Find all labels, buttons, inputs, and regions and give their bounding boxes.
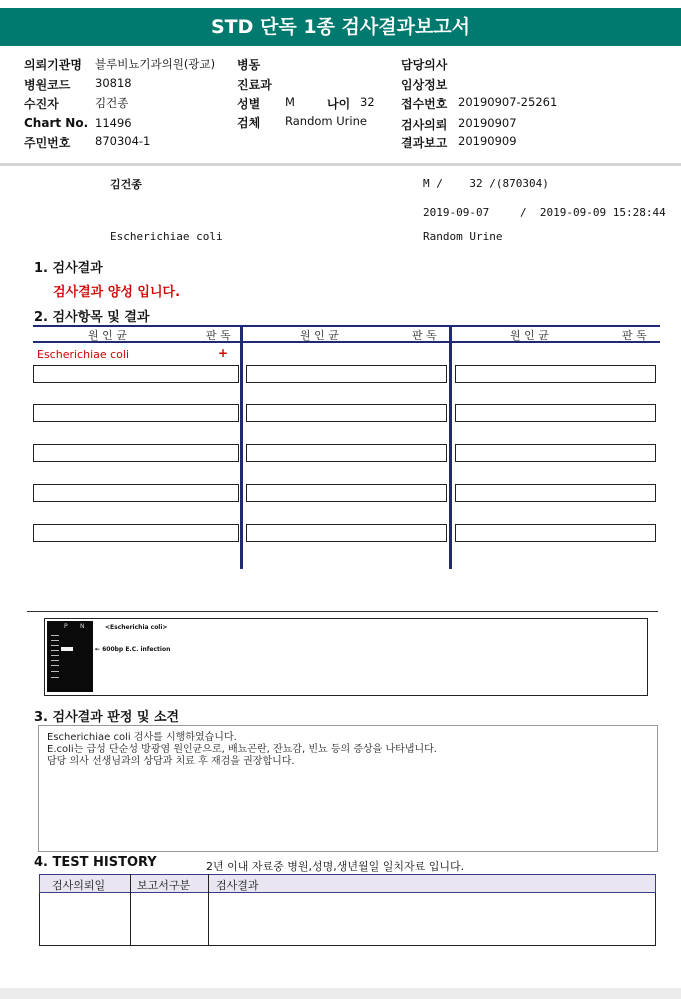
table-top-rule (33, 325, 660, 327)
result-item-judgement: + (218, 346, 229, 360)
institution-value: 블루비뇨기과의원(광교) (95, 57, 216, 71)
result-cell (33, 404, 239, 422)
institution-label: 의뢰기관명 (24, 58, 82, 72)
summary-report-date: / 2019-09-09 15:28:44 (520, 206, 666, 219)
result-cell (33, 524, 239, 542)
col2-pathogen-header: 원 인 균 (300, 329, 339, 342)
col3-pathogen-header: 원 인 균 (510, 329, 549, 342)
section1-result: 검사결과 양성 입니다. (53, 285, 181, 300)
gel-organism-label: <Escherichia coli> (105, 624, 168, 631)
sex-value: M (285, 95, 295, 109)
ward-label: 병동 (237, 58, 261, 72)
hospital-code-value: 30818 (95, 76, 132, 90)
request-label: 검사의뢰 (401, 118, 448, 132)
receipt-value: 20190907-25261 (458, 95, 558, 109)
gel-band-label: ← 600bp E.C. infection (95, 646, 171, 653)
section-divider (27, 611, 658, 612)
report-date-value: 20190909 (458, 134, 517, 148)
summary-sex-age: M / 32 /(870304) (423, 177, 549, 190)
report-title: STD 단독 1종 검사결과보고서 (0, 8, 681, 46)
gel-lane-p: P (64, 623, 68, 630)
table-column-divider (240, 325, 243, 569)
summary-specimen: Random Urine (423, 230, 503, 243)
history-col-request-date: 검사의뢰일 (52, 879, 106, 892)
result-cell (455, 404, 656, 422)
opinion-line-3: 담당 의사 선생님과의 상담과 치료 후 재검을 권장합니다. (47, 756, 295, 767)
specimen-value: Random Urine (285, 114, 367, 128)
result-cell (246, 404, 447, 422)
history-col-divider (130, 874, 131, 946)
history-col-divider (208, 874, 209, 946)
clinical-info-label: 임상정보 (401, 78, 448, 92)
result-item-name: Escherichiae coli (37, 348, 130, 361)
gel-electrophoresis-image (47, 621, 93, 692)
result-cell (246, 365, 447, 383)
result-cell (246, 484, 447, 502)
result-cell (246, 524, 447, 542)
result-cell (455, 524, 656, 542)
chart-label: Chart No. (24, 116, 89, 130)
result-cell (455, 484, 656, 502)
section2-title: 2. 검사항목 및 결과 (34, 310, 150, 325)
section1-title: 1. 검사결과 (34, 261, 103, 276)
age-label: 나이 (327, 97, 351, 111)
result-cell (455, 444, 656, 462)
summary-organism: Escherichiae coli (110, 230, 223, 243)
report-date-label: 결과보고 (401, 136, 448, 150)
result-cell (246, 444, 447, 462)
history-col-report-type: 보고서구분 (137, 879, 191, 892)
opinion-line-1: Escherichiae coli 검사를 시행하였습니다. (47, 732, 237, 743)
page-footer-bar (0, 988, 681, 999)
receipt-label: 접수번호 (401, 97, 448, 111)
result-cell (455, 365, 656, 383)
table-column-divider (449, 325, 452, 569)
doctor-label: 담당의사 (401, 58, 448, 72)
col2-judge-header: 판 독 (412, 329, 437, 342)
request-value: 20190907 (458, 116, 517, 130)
table-header-rule (33, 341, 660, 343)
col1-pathogen-header: 원 인 균 (88, 329, 127, 342)
patient-label: 수진자 (24, 97, 59, 111)
summary-name: 김건종 (110, 178, 142, 191)
history-note: 2년 이내 자료중 병원,성명,생년월일 일치자료 입니다. (206, 860, 465, 873)
result-cell (33, 444, 239, 462)
header-divider (0, 163, 681, 166)
history-table-body (39, 893, 656, 946)
section4-title: 4. TEST HISTORY (34, 855, 157, 870)
patient-value: 김건종 (95, 96, 129, 110)
dept-label: 진료과 (237, 78, 272, 92)
hospital-code-label: 병원코드 (24, 78, 71, 92)
sex-label: 성별 (237, 97, 261, 111)
col1-judge-header: 판 독 (206, 329, 231, 342)
section3-title: 3. 검사결과 판정 및 소견 (34, 710, 180, 725)
gel-positive-band (61, 647, 73, 651)
col3-judge-header: 판 독 (622, 329, 647, 342)
history-col-result: 검사결과 (216, 879, 259, 892)
id-value: 870304-1 (95, 134, 151, 148)
chart-value: 11496 (95, 116, 132, 130)
id-label: 주민번호 (24, 136, 71, 150)
summary-request-date: 2019-09-07 (423, 206, 490, 219)
age-value: 32 (360, 95, 375, 109)
result-cell (33, 484, 239, 502)
history-table-header (39, 874, 656, 893)
specimen-label: 검체 (237, 116, 261, 130)
gel-lane-n: N (80, 623, 85, 630)
result-cell (33, 365, 239, 383)
opinion-line-2: E.coli는 급성 단순성 방광염 원인균으로, 배뇨곤란, 잔뇨감, 빈뇨 등의 증상을 나타냅니다. (47, 744, 437, 755)
